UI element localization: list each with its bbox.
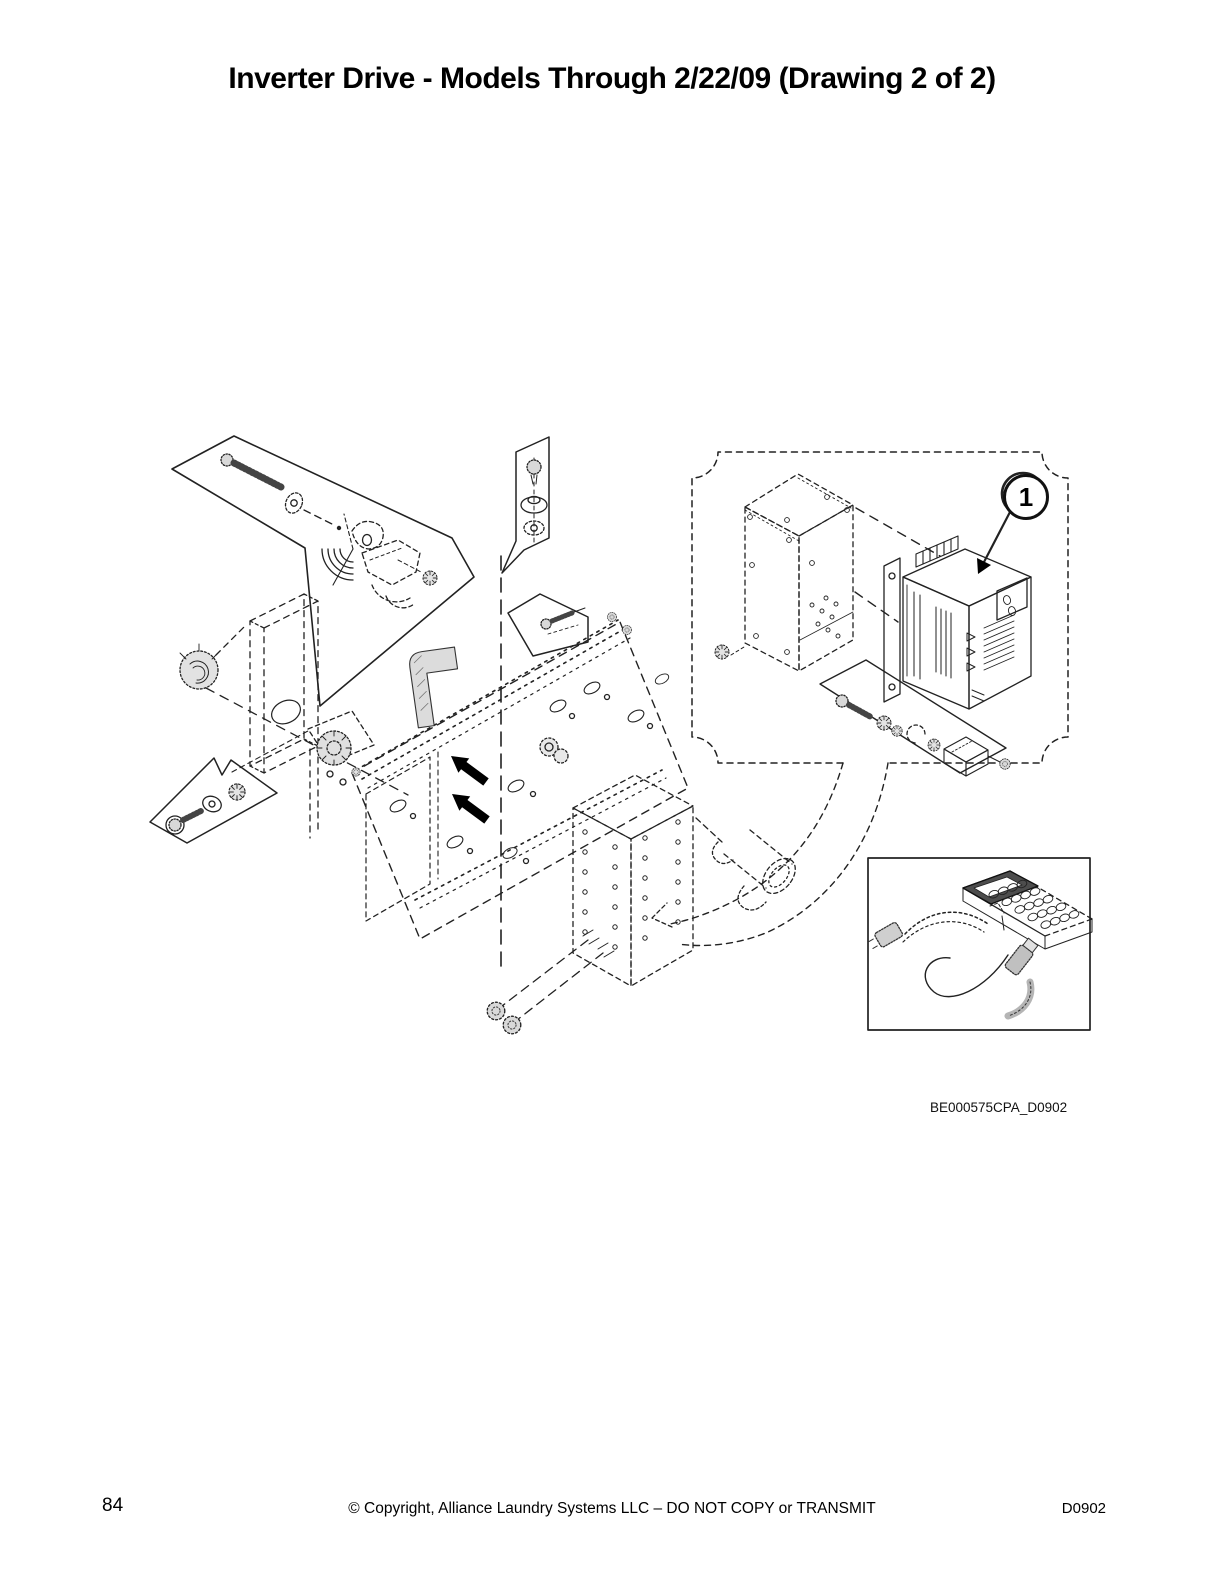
cover-plate-group bbox=[150, 594, 408, 843]
control-cabinet bbox=[745, 474, 853, 671]
flag-screw-vertical bbox=[502, 437, 549, 573]
figure-reference-code: BE000575CPA_D0902 bbox=[930, 1100, 1068, 1115]
footer-copyright: © Copyright, Alliance Laundry Systems LLC – DO NOT COPY or TRANSMIT bbox=[348, 1500, 876, 1517]
keypad-inset bbox=[867, 858, 1092, 1030]
mount-bracket bbox=[487, 775, 693, 1034]
direction-arrows-icon bbox=[451, 756, 490, 824]
programming-keypad bbox=[963, 871, 1092, 949]
footer-doc-code: D0902 bbox=[1061, 1500, 1106, 1517]
page-title: Inverter Drive - Models Through 2/22/09 (Drawing 2 of 2) bbox=[228, 62, 996, 95]
footer-page-number: 84 bbox=[102, 1495, 124, 1516]
inverter-drive-unit bbox=[884, 536, 1031, 709]
coupling-part bbox=[696, 818, 802, 910]
keypad-cable bbox=[867, 912, 1040, 1016]
callout-1-number: 1 bbox=[1018, 481, 1034, 512]
callout-1-badge bbox=[1003, 474, 1049, 520]
inverter-callout-box bbox=[652, 452, 1068, 946]
warning-triangle-icons bbox=[967, 633, 975, 671]
flag-fasteners-inverter bbox=[820, 660, 1010, 776]
